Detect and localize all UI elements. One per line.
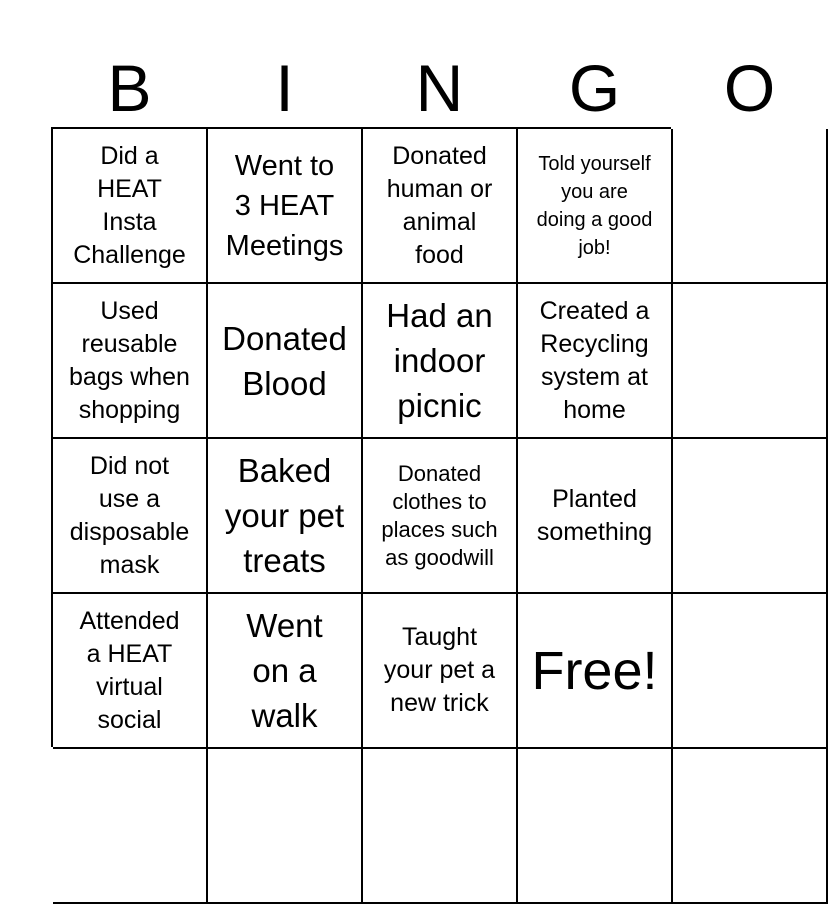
cell-text: Did not use a disposable mask bbox=[69, 451, 190, 579]
bingo-cell[interactable] bbox=[518, 129, 673, 284]
bingo-grid bbox=[51, 127, 671, 747]
cell-text: Donated Blood bbox=[222, 319, 347, 402]
bingo-cell[interactable] bbox=[363, 439, 518, 594]
bingo-cell[interactable] bbox=[208, 594, 363, 749]
bingo-cell[interactable] bbox=[53, 284, 208, 439]
bingo-cell[interactable] bbox=[208, 749, 363, 904]
cell-text: Taught your pet a new trick bbox=[383, 623, 496, 717]
cell-text: Used reusable bags when shopping bbox=[69, 296, 190, 424]
bingo-cell[interactable] bbox=[518, 439, 673, 594]
cell-text: Went on a walk bbox=[246, 607, 323, 734]
cell-text: Planted something bbox=[536, 484, 653, 546]
bingo-cell[interactable] bbox=[208, 439, 363, 594]
cell-text: Went to 3 HEAT Meetings bbox=[225, 149, 344, 262]
bingo-cell[interactable] bbox=[673, 594, 828, 749]
bingo-cell[interactable] bbox=[673, 129, 828, 284]
bingo-cell[interactable] bbox=[53, 749, 208, 904]
cell-text: Did a HEAT Insta Challenge bbox=[73, 141, 186, 269]
bingo-cell[interactable] bbox=[208, 284, 363, 439]
bingo-cell[interactable] bbox=[363, 594, 518, 749]
bingo-cell[interactable] bbox=[673, 439, 828, 594]
bingo-cell[interactable] bbox=[363, 129, 518, 284]
header-letter-n: N bbox=[415, 51, 464, 125]
free-space-text: Free! bbox=[531, 640, 658, 701]
bingo-cell-free[interactable] bbox=[518, 594, 673, 749]
cell-text: Created a Recycling system at home bbox=[539, 296, 650, 424]
cell-text: Donated clothes to places such as goodwill bbox=[381, 460, 498, 570]
bingo-cell[interactable] bbox=[53, 129, 208, 284]
cell-text: Baked your pet treats bbox=[224, 452, 345, 579]
header-letter-o: O bbox=[723, 51, 776, 125]
bingo-cell[interactable] bbox=[518, 284, 673, 439]
cell-text: Had an indoor picnic bbox=[386, 297, 493, 424]
bingo-cell[interactable] bbox=[518, 749, 673, 904]
cell-text: Attended a HEAT virtual social bbox=[79, 606, 180, 734]
bingo-cell[interactable] bbox=[363, 284, 518, 439]
bingo-cell[interactable] bbox=[363, 749, 518, 904]
header-letter-i: I bbox=[275, 51, 294, 125]
cell-text: Donated human or animal food bbox=[386, 141, 493, 269]
cell-text: Told yourself you are doing a good job! bbox=[536, 152, 653, 259]
bingo-cell[interactable] bbox=[673, 284, 828, 439]
bingo-cell[interactable] bbox=[53, 594, 208, 749]
bingo-cell[interactable] bbox=[208, 129, 363, 284]
bingo-cell[interactable] bbox=[673, 749, 828, 904]
header-letter-b: B bbox=[107, 51, 152, 125]
header-letter-g: G bbox=[568, 51, 621, 125]
bingo-cell[interactable] bbox=[53, 439, 208, 594]
bingo-header bbox=[52, 51, 776, 125]
